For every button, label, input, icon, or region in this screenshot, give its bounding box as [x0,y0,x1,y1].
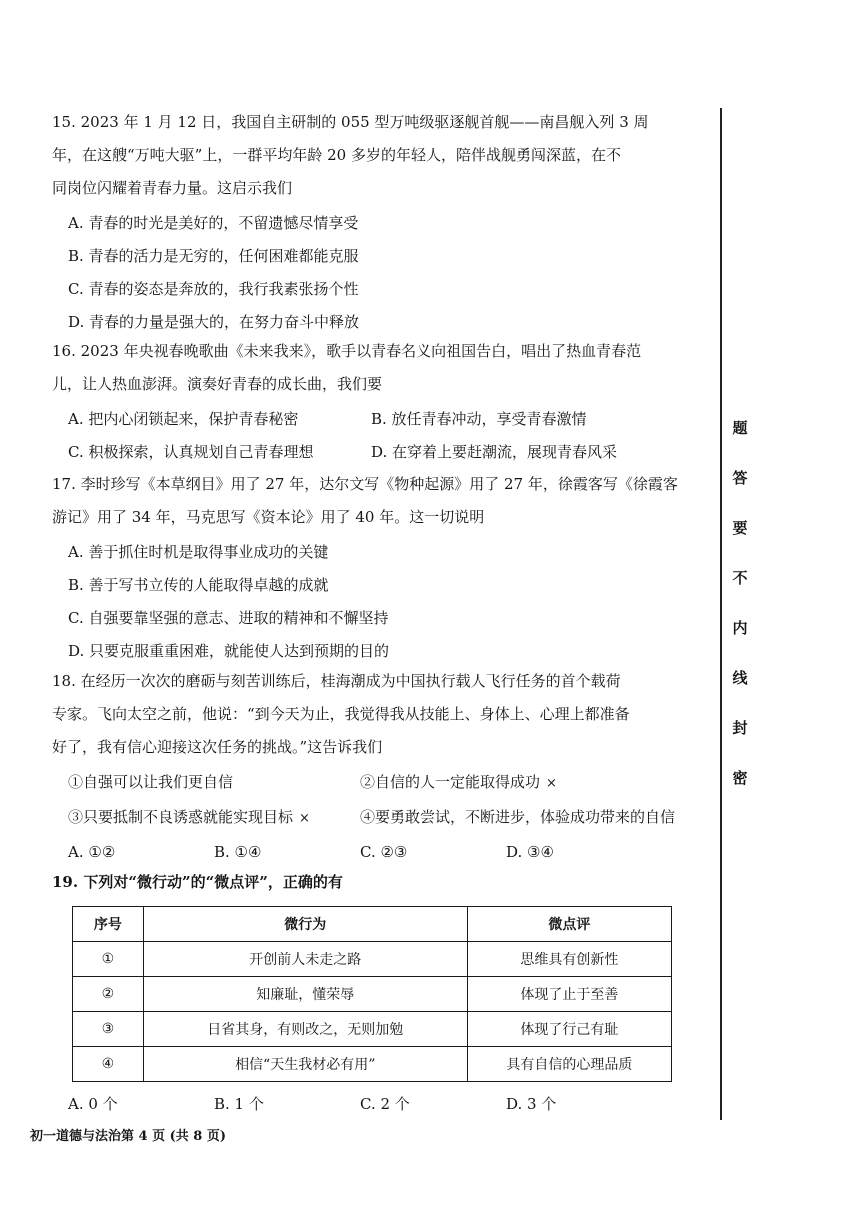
binding-char: 线 [732,669,748,687]
option-a: A. 0 个 [68,1095,118,1113]
handwritten-cross-mark: × [546,776,557,791]
binding-char: 题 [732,419,748,437]
question-17 [52,474,678,674]
table-row [73,977,672,1012]
binding-notice [728,418,752,818]
question-stem [52,112,674,198]
table-cell: 体现了止于至善 [467,977,671,1012]
option-a: A. 善于抓住时机是取得事业成功的关键 [68,543,329,561]
stem-line: 游记》用了 34 年，马克思写《资本论》用了 40 年。这一切说明 [52,508,485,526]
binding-line [720,108,722,1120]
stem-line: 17. 李时珍写《本草纲目》用了 27 年，达尔文写《物种起源》用了 27 年，徐霞客写《徐霞客 [52,475,678,493]
table-header: 微点评 [467,907,671,942]
question-15 [52,112,674,345]
option-c: C. 积极探索，认真规划自己青春理想 [68,443,314,461]
option-a: A. 把内心闭锁起来，保护青春秘密 [68,410,299,428]
question-18 [52,671,674,862]
binding-char: 内 [732,619,748,637]
statement-3 [68,807,360,829]
option-b: B. 善于写书立传的人能取得卓越的成就 [68,576,329,594]
statement-text: ③只要抵制不良诱惑就能实现目标 [68,808,294,826]
table-cell: ① [73,942,144,977]
table-row [73,1012,672,1047]
question-19-options [52,1094,674,1114]
option-b: B. 青春的活力是无穷的，任何困难都能克服 [68,247,359,265]
binding-char: 答 [732,469,748,487]
option-c: C. 2 个 [360,1095,410,1113]
stem-line: 好了，我有信心迎接这次任务的挑战。”这告诉我们 [52,738,383,756]
table-cell: ③ [73,1012,144,1047]
binding-char: 密 [732,769,748,787]
question-stem [52,671,674,757]
table-cell: 相信“天生我材必有用” [143,1047,467,1082]
table-row [73,1047,672,1082]
stem-line: 儿，让人热血澎湃。演奏好青春的成长曲，我们要 [52,375,383,393]
question-stem [52,474,678,527]
table-cell: 思维具有创新性 [467,942,671,977]
table-header-row [73,907,672,942]
statement-text: ②自信的人一定能取得成功 [360,773,541,791]
stem-line: 专家。飞向太空之前，他说：“到今天为止，我觉得我从技能上、身体上、心理上都准备 [52,705,630,723]
question-16 [52,341,674,475]
statements-row [68,772,674,794]
stem-line: 19. 下列对“微行动”的“微点评”，正确的有 [52,873,343,891]
binding-char: 封 [732,719,748,737]
micro-action-table [72,906,672,1082]
option-d: D. ③④ [506,843,554,861]
table-cell: ④ [73,1047,144,1082]
question-19 [52,872,674,892]
stem-line: 年，在这艘“万吨大驱”上，一群平均年龄 20 多岁的年轻人，陪伴战舰勇闯深蓝，在不 [52,146,621,164]
options-row [68,1094,674,1114]
stem-line: 同岗位闪耀着青春力量。这启示我们 [52,179,293,197]
statements-row [68,807,674,829]
statement-2 [360,772,652,794]
option-d: D. 只要克服重重困难，就能使人达到预期的目的 [68,642,390,660]
option-d: D. 3 个 [506,1095,557,1113]
table-cell: 体现了行己有耻 [467,1012,671,1047]
option-a: A. ①② [68,843,116,861]
table-header: 序号 [73,907,144,942]
stem-line: 15. 2023 年 1 月 12 日，我国自主研制的 055 型万吨级驱逐舰首舰——南昌舰入列 3 周 [52,113,649,131]
page-footer: 初一道德与法治第 4 页 (共 8 页) [30,1129,227,1144]
statement-1: ①自强可以让我们更自信 [68,773,234,791]
table-cell: 知廉耻，懂荣辱 [143,977,467,1012]
option-c: C. ②③ [360,843,408,861]
option-d: D. 青春的力量是强大的，在努力奋斗中释放 [68,313,360,331]
binding-char: 不 [732,569,748,587]
stem-line: 16. 2023 年央视春晚歌曲《未来我来》，歌手以青春名义向祖国告白，唱出了热血青春范 [52,342,642,360]
handwritten-cross-mark: × [299,811,310,826]
option-b: B. 1 个 [214,1095,264,1113]
stem-line: 18. 在经历一次次的磨砺与刻苦训练后，桂海潮成为中国执行载人飞行任务的首个载荷 [52,672,621,690]
table-cell: 日省其身，有则改之，无则加勉 [143,1012,467,1047]
question-stem [52,341,674,394]
table-cell: ② [73,977,144,1012]
table-cell: 具有自信的心理品质 [467,1047,671,1082]
statement-4: ④要勇敢尝试，不断进步，体验成功带来的自信 [360,808,676,826]
options-row [68,442,674,462]
option-c: C. 青春的姿态是奔放的，我行我素张扬个性 [68,280,359,298]
option-c: C. 自强要靠坚强的意志、进取的精神和不懈坚持 [68,609,389,627]
option-a: A. 青春的时光是美好的，不留遗憾尽情享受 [68,214,359,232]
table-row [73,942,672,977]
option-d: D. 在穿着上要赶潮流，展现青春风采 [371,443,618,461]
binding-char: 要 [732,519,748,537]
table-header: 微行为 [143,907,467,942]
options-row [68,842,674,862]
table-cell: 开创前人未走之路 [143,942,467,977]
options-row [68,409,674,429]
option-b: B. 放任青春冲动，享受青春激情 [371,410,587,428]
option-b: B. ①④ [214,843,262,861]
